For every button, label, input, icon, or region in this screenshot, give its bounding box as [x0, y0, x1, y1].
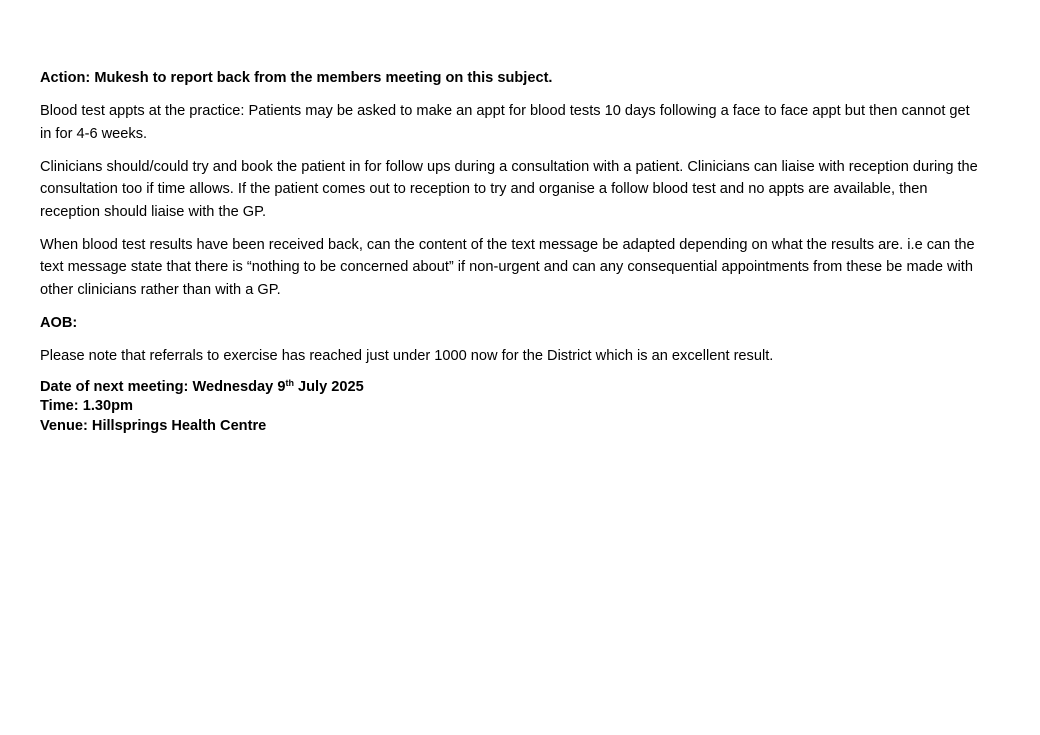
action-item: Action: Mukesh to report back from the members meeting on this subject. [40, 70, 553, 86]
aob-heading: AOB: [40, 314, 78, 331]
document-body [40, 67, 980, 436]
next-meeting-venue: Venue: Hillsprings Health Centre [40, 417, 267, 434]
next-meeting-date-prefix: Date of next meeting: Wednesday 9 [40, 378, 286, 395]
paragraph-blood-test-appts: Blood test appts at the practice: Patients may be asked to make an appt for blood tests 10 days following a face to face appt but then cannot get in for 4-6 weeks. [40, 103, 970, 142]
next-meeting-date-suffix: July 2025 [293, 378, 364, 395]
aob-text: Please note that referrals to exercise has reached just under 1000 now for the District which is an excellent result. [40, 347, 774, 364]
next-meeting-date [40, 378, 980, 398]
next-meeting-date-ordinal: th [285, 377, 294, 388]
next-meeting-time: Time: 1.30pm [40, 398, 134, 414]
paragraph-results-text-message: When blood test results have been received back, can the content of the text message be adapted depending on what the results are. i.e can the text message state that there is “nothing to be concerned about” if non-urgent and can any consequential appointments from these be made with other clinicians rather than with a GP. [40, 236, 975, 298]
next-meeting-details [40, 378, 980, 437]
paragraph-clinicians-follow-up: Clinicians should/could try and book the patient in for follow ups during a consultation with a patient. Clinicians can liaise with reception during the consultation too if time allows. If the patient comes out to reception to try and organise a follow blood test and no appts are available, then reception should liaise with the GP. [40, 158, 978, 220]
